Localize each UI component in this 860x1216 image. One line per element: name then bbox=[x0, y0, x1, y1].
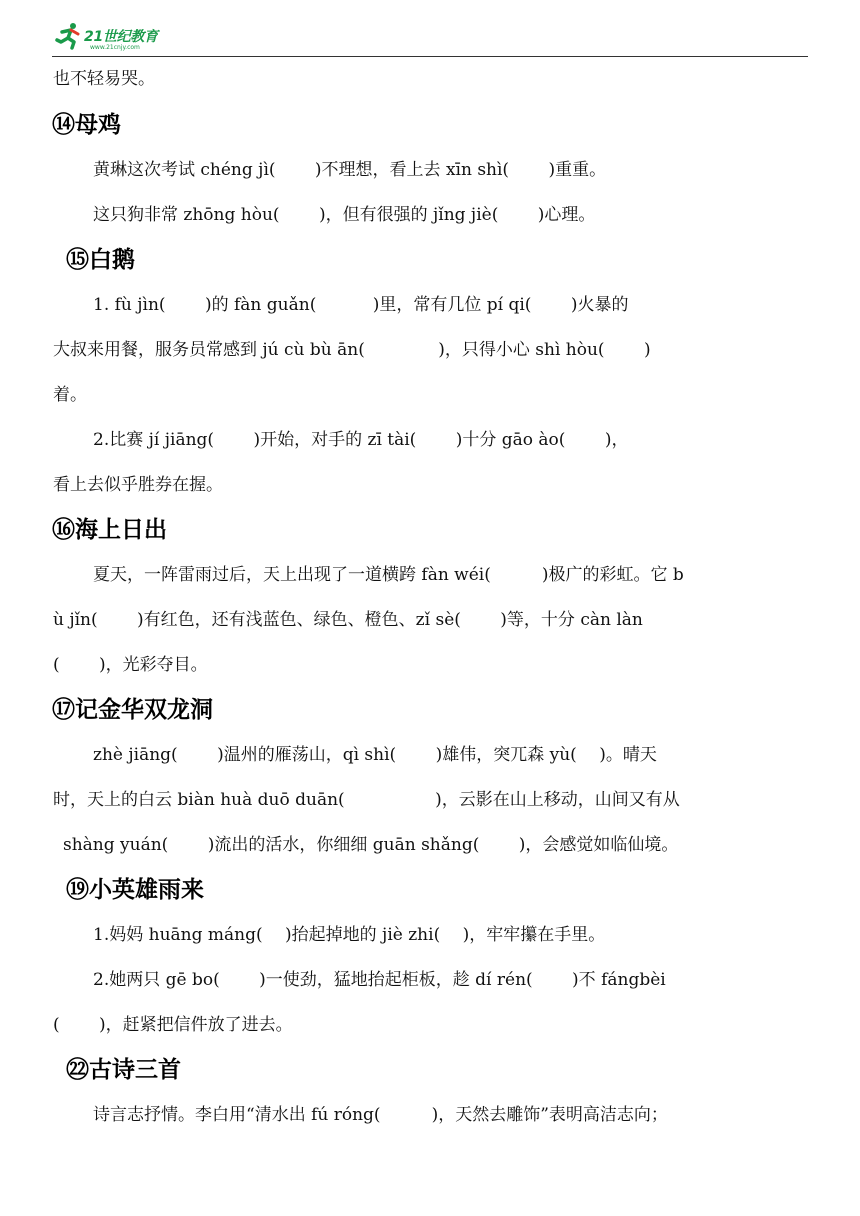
text-line: 1.妈妈 huāng máng( )抬起掉地的 jiè zhi( )，牢牢攥在手里。 bbox=[93, 925, 606, 945]
section-heading-15: ⑮白鹅 bbox=[66, 247, 135, 273]
section-heading-14: ⑭母鸡 bbox=[52, 112, 121, 138]
section-heading-22: ㉒古诗三首 bbox=[66, 1057, 181, 1083]
section-heading-16: ⑯海上日出 bbox=[52, 517, 167, 543]
text-line: 2.她两只 gē bo( )一使劲，猛地抬起柜板，趁 dí rén( )不 fángbèi bbox=[93, 970, 666, 990]
text-line: 这只狗非常 zhōng hòu( )，但有很强的 jǐng jiè( )心理。 bbox=[93, 205, 596, 225]
text-line: ( )，赶紧把信件放了进去。 bbox=[53, 1015, 293, 1035]
text-line: ù jǐn( )有红色，还有浅蓝色、绿色、橙色、zǐ sè( )等，十分 càn làn bbox=[53, 610, 643, 630]
text-line: zhè jiāng( )温州的雁荡山，qì shì( )雄伟，突兀森 yù( )。晴天 bbox=[93, 745, 657, 765]
section-heading-19: ⑲小英雄雨来 bbox=[66, 877, 204, 903]
text-line: 1. fù jìn( )的 fàn guǎn( )里，常有几位 pí qi( )火暴的 bbox=[93, 295, 629, 315]
text-line: 看上去似乎胜券在握。 bbox=[53, 475, 223, 495]
logo-text: 21世纪教育 bbox=[84, 29, 158, 45]
text-line: 也不轻易哭。 bbox=[53, 69, 155, 89]
text-line: ( )，光彩夺目。 bbox=[53, 655, 208, 675]
text-line: 2.比赛 jí jiāng( )开始，对手的 zī tài( )十分 gāo ào( )， bbox=[93, 430, 629, 450]
page-header bbox=[52, 18, 808, 57]
section-heading-17: ⑰记金华双龙洞 bbox=[52, 697, 213, 723]
text-line: 大叔来用餐，服务员常感到 jú cù bù ān( )，只得小心 shì hòu( ) bbox=[53, 340, 651, 360]
runner-logo-icon bbox=[54, 22, 82, 50]
text-line: 诗言志抒情。李白用“清水出 fú róng( )，天然去雕饰”表明高洁志向； bbox=[93, 1105, 668, 1125]
text-line: 时，天上的白云 biàn huà duō duān( )，云影在山上移动，山间又有从 bbox=[53, 790, 680, 810]
text-line: 着。 bbox=[53, 385, 87, 405]
logo-url: www.21cnjy.com bbox=[90, 44, 140, 51]
text-line: 黄琳这次考试 chéng jì( )不理想，看上去 xīn shì( )重重。 bbox=[93, 160, 607, 180]
text-line: 夏天，一阵雷雨过后，天上出现了一道横跨 fàn wéi( )极广的彩虹。它 b bbox=[93, 565, 684, 585]
text-line: shàng yuán( )流出的活水，你细细 guān shǎng( )，会感觉如临仙境。 bbox=[63, 835, 679, 855]
